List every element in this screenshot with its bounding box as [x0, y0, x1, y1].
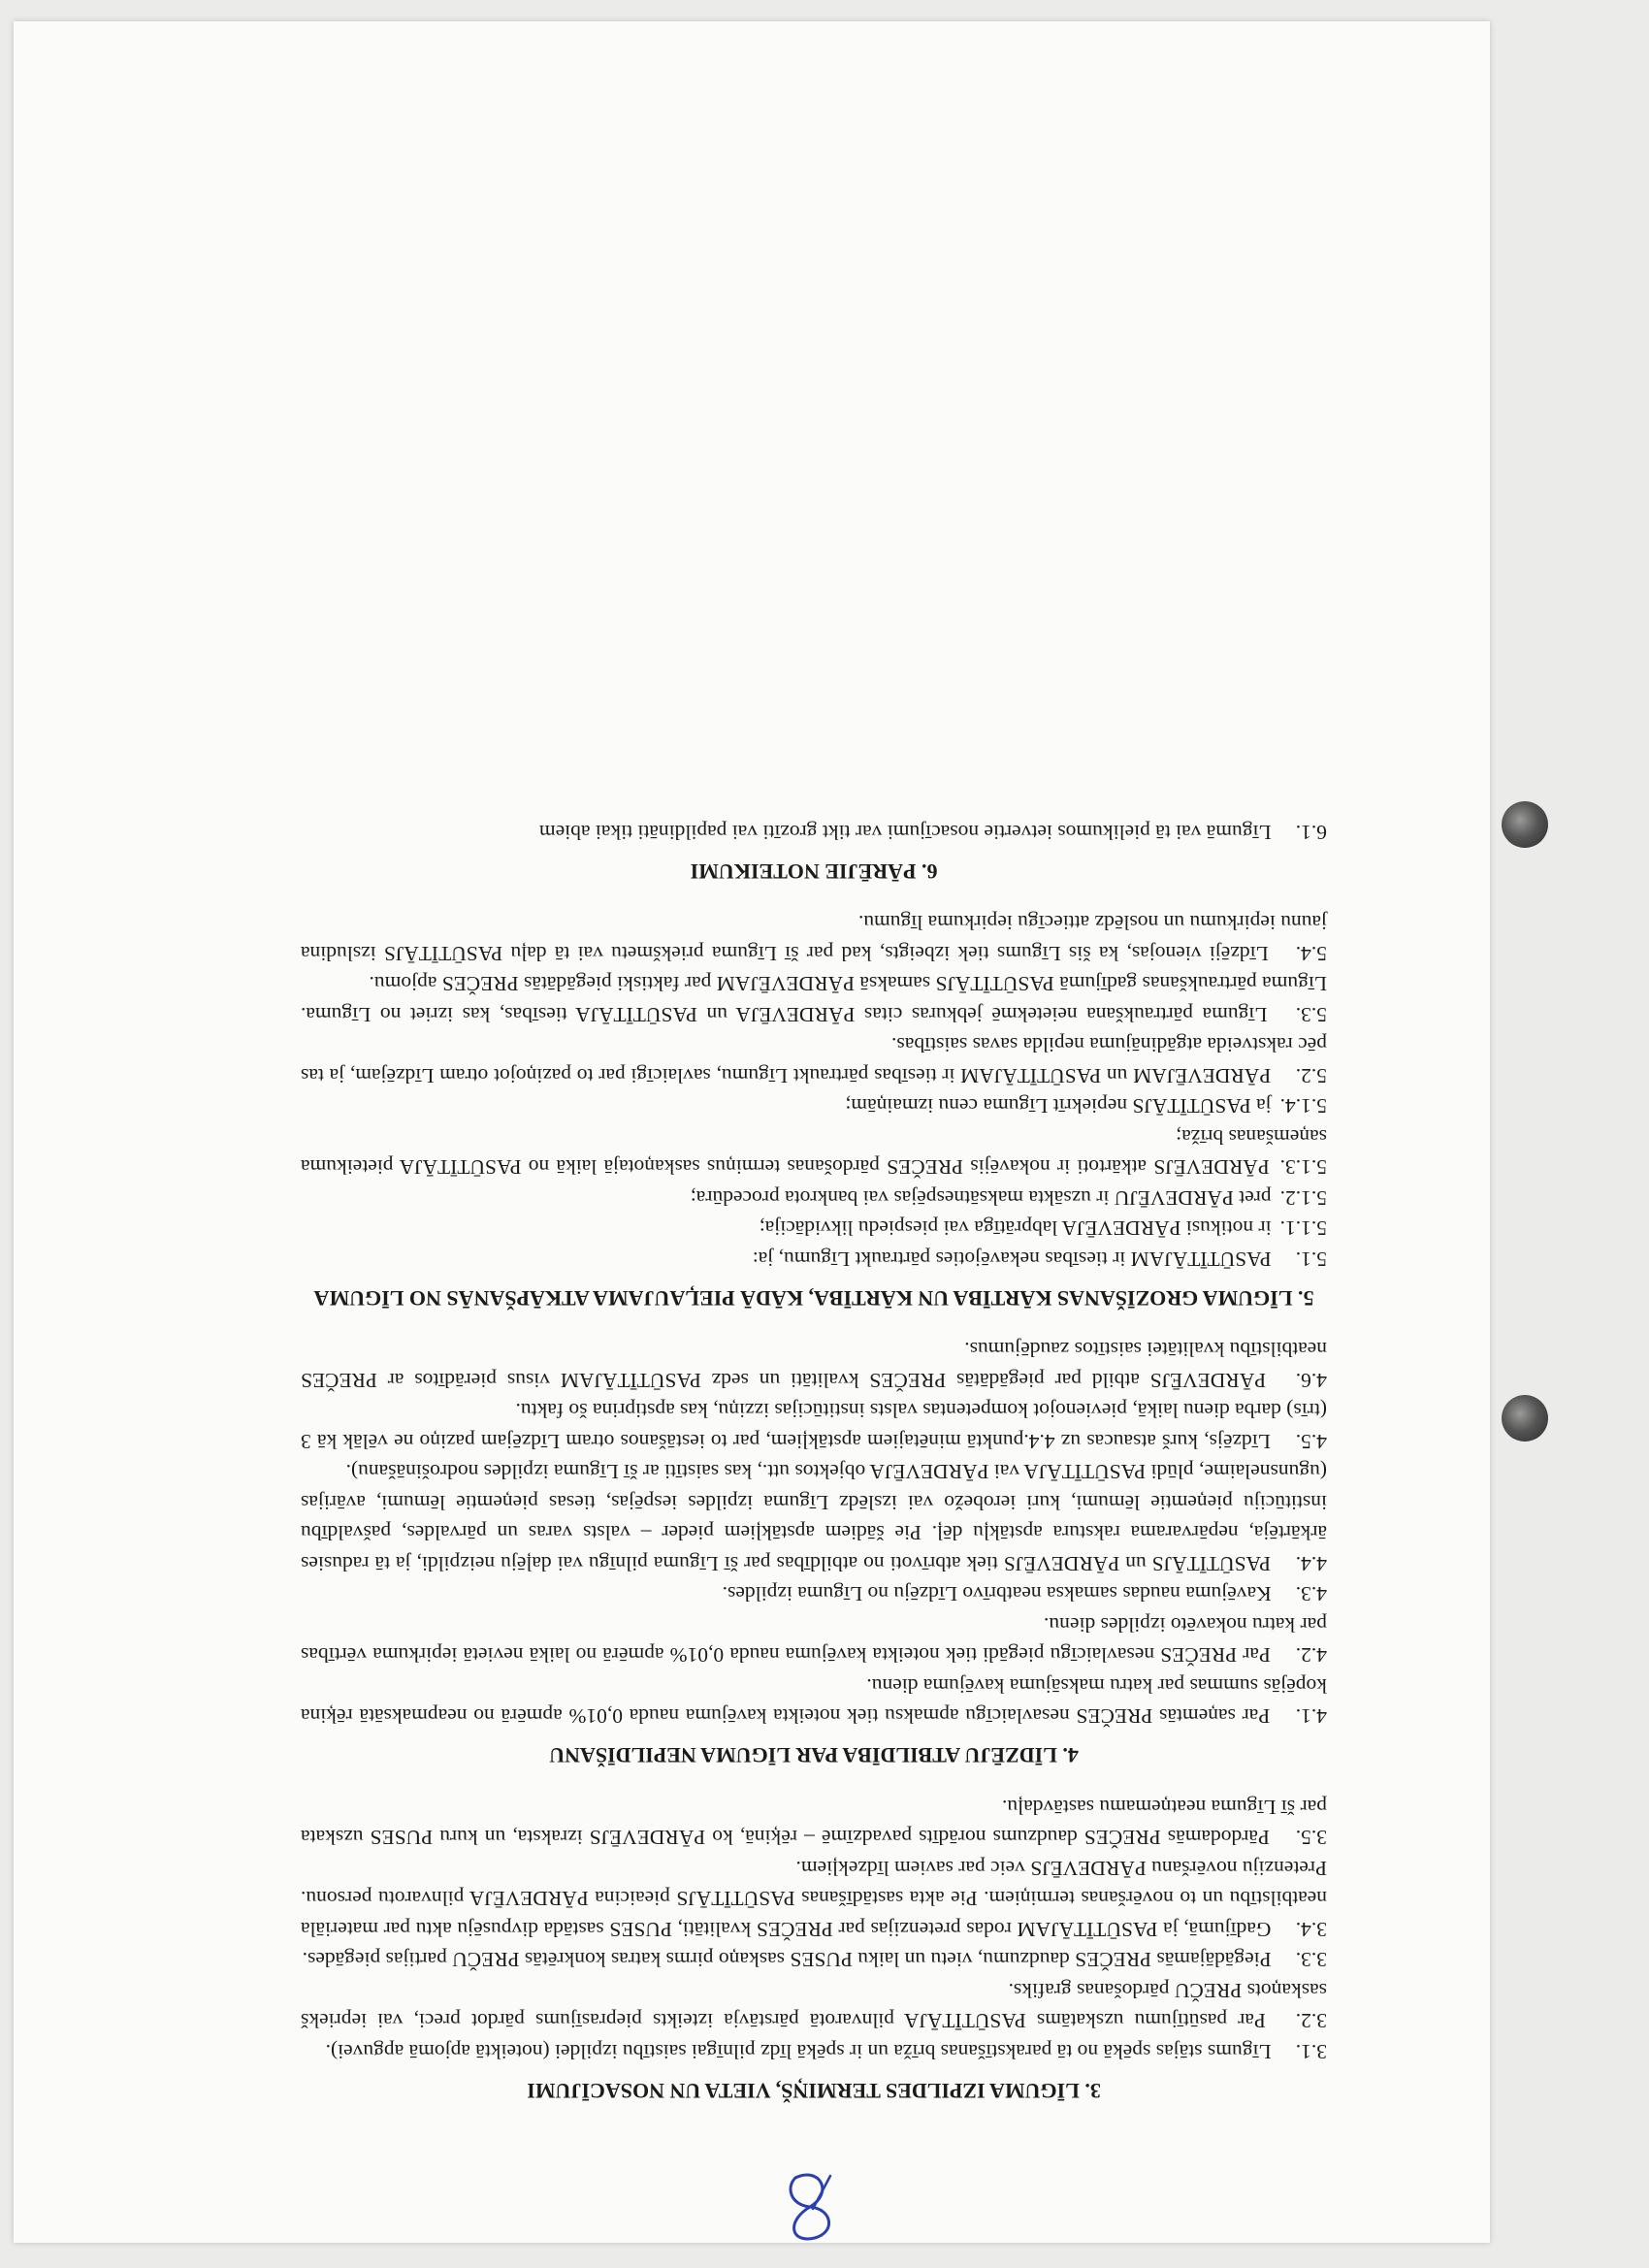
clause-number: 4.2. — [1295, 1643, 1327, 1668]
clause-text: Kavējuma naudas samaksa neatbrīvo Līdzēju no Līguma izpildes. — [722, 1582, 1272, 1606]
clause-number: 6.1. — [1295, 821, 1327, 844]
clause-number: 5.1.3. — [1279, 1155, 1327, 1180]
clause-number: 5.4. — [1295, 942, 1327, 965]
clause-text: Līdzēji vienojas, ka šis Līgums tiek izbeigts, kad par šī Līguma priekšmetu vai tā daļu PASŪTĪTĀJS izsludina jaunu iepirkumu un noslēdz attiecīgu iepirkuma līgumu. — [300, 911, 1327, 965]
clause-text: Pārdodamās PREČES daudzums norādīts pavadzīmē – rēķinā, ko PĀRDEVĒJS izraksta, un kuru PUSES uzskata par šī Līguma neatņemamu sastāvdaļu. — [301, 1796, 1327, 1850]
clause — [301, 817, 1327, 848]
clause — [301, 1456, 1327, 1578]
clause-number: 5.2. — [1295, 1064, 1327, 1087]
clause — [301, 1244, 1327, 1275]
clause-number: 3.4. — [1295, 1918, 1327, 1941]
section-title: 3. LĪGUMA IZPILDES TERMIŅŠ, VIETA UN NOSACĪJUMI — [527, 2079, 1101, 2103]
section-spacer — [301, 1320, 1327, 1334]
clause-number: 4.3. — [1295, 1582, 1327, 1606]
section-spacer — [301, 893, 1327, 907]
clause — [301, 2036, 1327, 2067]
clause — [301, 1029, 1327, 1090]
clause — [301, 1578, 1327, 1609]
clause-number: 3.3. — [1295, 1948, 1327, 1972]
clause-number: 5.1. — [1295, 1247, 1327, 1271]
clause-text: PĀRDEVĒJS atbild par piegādātās PREČES kvalitāti un sedz PASŪTĪTĀJAM visus pierādītos ar PREČES neatbilstību kvalitātei saistītos zaudējumus. — [301, 1338, 1327, 1392]
clause-number: 5.1.2. — [1279, 1186, 1327, 1210]
clause-text: Līgumā vai tā pielikumos ietvertie nosacījumi var tikt grozīti vai papildināti tikai abiem — [538, 821, 1272, 844]
clause-number: 3.5. — [1295, 1826, 1327, 1850]
clause-text: PĀRDEVĒJAM un PASŪTĪTĀJAM ir tiesības pārtraukt Līgumu, savlaicīgi par to paziņojot otram Līdzējam, ja tas pēc rakstveida atgādinājuma nepilda savas saistības. — [300, 1033, 1327, 1087]
clause-number: 4.5. — [1295, 1430, 1327, 1453]
clause-text: Par saņemtās PREČES nesavlaicīgu apmaksu tiek noteikta kavējuma nauda 0,01% apmērā no neapmaksātā rēķina kopējās summas par katru maksājuma kavējuma dienu. — [300, 1674, 1327, 1729]
clause-number: 3.2. — [1295, 2009, 1327, 2033]
clause-text: pret PĀRDEVĒJU ir uzsākta maksātnespējas vai bankrota procedūra; — [690, 1186, 1272, 1210]
clause-text: PASŪTĪTĀJS un PĀRDEVĒJS tiek atbrīvoti no atbildības par šī Līguma pilnīgu vai daļēju neizpildi, ja tā radusies ārkārtēja, nepārvarama rakstura apstākļu dēļ. Pie šādiem apstākļiem pieder – valsts varas un pārvaldes, pašvaldību institūciju pieņemtie lēmumi, kuri ierobežo vai izslēdz Līguma izpildes iespējas, tiesas pieņemtie lēmumi, avārijas (ugunsnelaime, plūdi PASŪTĪTĀJA vai PĀRDEVĒJA objektos utt., kas saistīti ar šī Līguma izpildes nodrošināšanu). — [301, 1460, 1327, 1575]
clause — [301, 1090, 1327, 1121]
clause-number: 5.3. — [1295, 1003, 1327, 1026]
clause-text: Līdzējs, kurš atsaucas uz 4.4.punktā minētajiem apstākļiem, par to iestāšanos otram Līdzējam paziņo ne vēlāk kā 3 (trīs) darba dienu laikā, pievienojot kompetentas valsts institūcijas izziņu, kas apstiprina šo faktu. — [301, 1399, 1327, 1453]
section-title: 5. LĪGUMA GROZĪŠANAS KĀRTĪBA UN KĀRTĪBA, KĀDĀ PIEĻAUJAMA ATKĀPŠANĀS NO LĪGUMA — [313, 1286, 1314, 1311]
clause-text: Par pasūtījumu uzskatāms PASŪTĪTĀJA pilnvarotā pārstāvja izteikts pieprasījums pārdot preci, vai iepriekš saskaņots PREČU pārdošanas grafiks. — [301, 1979, 1327, 2033]
clause-number: 4.1. — [1295, 1704, 1327, 1729]
clause-text: Gadījumā, ja PASŪTĪTĀJAM rodas pretenzijas par PREČES kvalitāti, PUSES sastāda divpusēju aktu par materiāla neatbilstību un to novēršanas termiņiem. Pie akta sastādīšanas PASŪTĪTĀJS pieaicina PĀRDEVĒJA pilnvarotu personu. Pretenziju novēršanu PĀRDEVĒJS veic par saviem līdzekļiem. — [300, 1857, 1327, 1941]
clause — [301, 1395, 1327, 1456]
contract-text — [301, 817, 1327, 2114]
clause — [301, 1334, 1327, 1395]
clause-text: ir notikusi PĀRDEVĒJA labprātīga vai piespiedu likvidācija; — [759, 1216, 1272, 1241]
clause-number: 4.4. — [1295, 1552, 1327, 1575]
clause — [301, 1183, 1327, 1214]
clause-text: Līgums stājas spēkā no tā parakstīšanas brīža un ir spēkā līdz pilnīgai saistību izpildei (noteiktā apjomā apguvei). — [325, 2040, 1272, 2063]
clause-text: PASŪTĪTĀJAM ir tiesības nekavējoties pārtraukt Līgumu, ja: — [752, 1247, 1272, 1271]
clause-number: 4.6. — [1295, 1369, 1327, 1392]
section-title: 6. PĀRĒJIE NOTEIKUMI — [690, 859, 938, 884]
clause — [301, 1670, 1327, 1732]
clause-text: PĀRDEVĒJS atkārtoti ir nokavējis PREČES pārdošanas termiņus saskaņotajā laikā no PASŪTĪTĀJA pieteikuma saņemšanas brīža; — [301, 1125, 1327, 1180]
clause-text: ja PASŪTĪTĀJS nepiekrīt Līguma cenu izmaiņām; — [845, 1094, 1272, 1118]
clause — [301, 1609, 1327, 1670]
clause-number: 5.1.4. — [1279, 1094, 1327, 1118]
clause-text: Par PREČES nesavlaicīgu piegādi tiek noteikta kavējuma nauda 0,01% apmērā no laikā nevietā iepirkuma vērtības par katru nokavēto izpildes dienu. — [300, 1613, 1327, 1668]
clause-number: 5.1.1. — [1279, 1216, 1327, 1241]
clause — [301, 907, 1327, 968]
clause-number: 3.1. — [1295, 2040, 1327, 2063]
clause — [301, 968, 1327, 1029]
section-title: 4. LĪDZĒJU ATBILDĪBA PAR LĪGUMA NEPILDĪŠANU — [549, 1743, 1079, 1768]
clause — [301, 1975, 1327, 2036]
clause-text: Piegādājamās PREČES daudzumu, vietu un laiku PUSES saskaņo pirms katras konkrētās PREČU partijas piegādes. — [302, 1948, 1272, 1972]
clause — [301, 1944, 1327, 1975]
clause — [301, 1853, 1327, 1945]
clause — [301, 1213, 1327, 1244]
clause — [301, 1792, 1327, 1853]
section-spacer — [301, 1778, 1327, 1792]
clause-text: Līguma pārtraukšana neietekmē jebkuras citas PĀRDEVĒJA un PASŪTĪTĀJA tiesības, kas izriet no Līguma. Līguma pārtraukšanas gadījumā PASŪTĪTĀJS samaksā PĀRDEVĒJAM par faktiski piegādātās PREČES apjomu. — [301, 972, 1327, 1026]
clause — [301, 1121, 1327, 1183]
